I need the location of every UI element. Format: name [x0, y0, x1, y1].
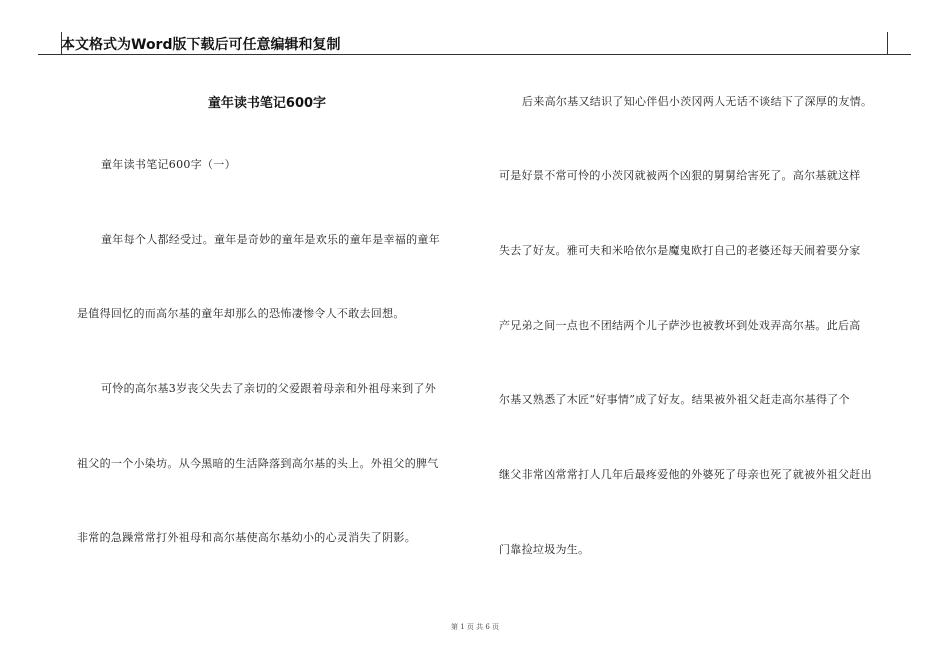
crop-mark-top-right-h — [887, 54, 911, 55]
left-line-4: 可怜的高尔基3岁丧父失去了亲切的父爱跟着母亲和外祖母来到了外 — [101, 382, 436, 395]
left-line-1: 童年读书笔记600字（一） — [101, 158, 236, 171]
right-line-4: 产兄弟之间一点也不团结两个儿子萨沙也被教坏到处戏弄高尔基。此后高 — [499, 319, 861, 332]
right-line-7: 门靠捡垃圾为生。 — [499, 543, 590, 556]
right-line-3: 失去了好友。雅可夫和米哈依尔是魔鬼欧打自己的老婆还每天闹着要分家 — [499, 244, 861, 257]
right-line-5: 尔基又熟悉了木匠“好事情”成了好友。结果被外祖父赶走高尔基得了个 — [499, 393, 850, 406]
right-line-2: 可是好景不常可怜的小茨冈就被两个凶狠的舅舅给害死了。高尔基就这样 — [499, 169, 861, 182]
header-text: 本文格式为Word版下载后可任意编辑和复制 — [61, 37, 341, 53]
left-line-6: 非常的急躁常常打外祖母和高尔基使高尔基幼小的心灵消失了阴影。 — [77, 531, 416, 544]
left-line-2: 童年每个人都经受过。童年是奇妙的童年是欢乐的童年是幸福的童年 — [101, 233, 440, 246]
right-line-1: 后来高尔基又结识了知心伴侣小茨冈两人无话不谈结下了深厚的友情。 — [522, 95, 873, 108]
page-number: 第 1 页 共 6 页 — [450, 623, 500, 631]
document-title: 童年读书笔记600字 — [207, 96, 327, 111]
right-line-6: 继父非常凶常常打人几年后最疼爱他的外婆死了母亲也死了就被外祖父赶出 — [499, 468, 872, 481]
left-line-3: 是值得回忆的而高尔基的童年却那么的恐怖凄惨令人不敢去回想。 — [77, 307, 405, 320]
left-line-5: 祖父的一个小染坊。从今黑暗的生活降落到高尔基的头上。外祖父的脾气 — [77, 457, 439, 470]
crop-mark-top-left-h — [38, 54, 62, 55]
page-header — [61, 34, 888, 55]
